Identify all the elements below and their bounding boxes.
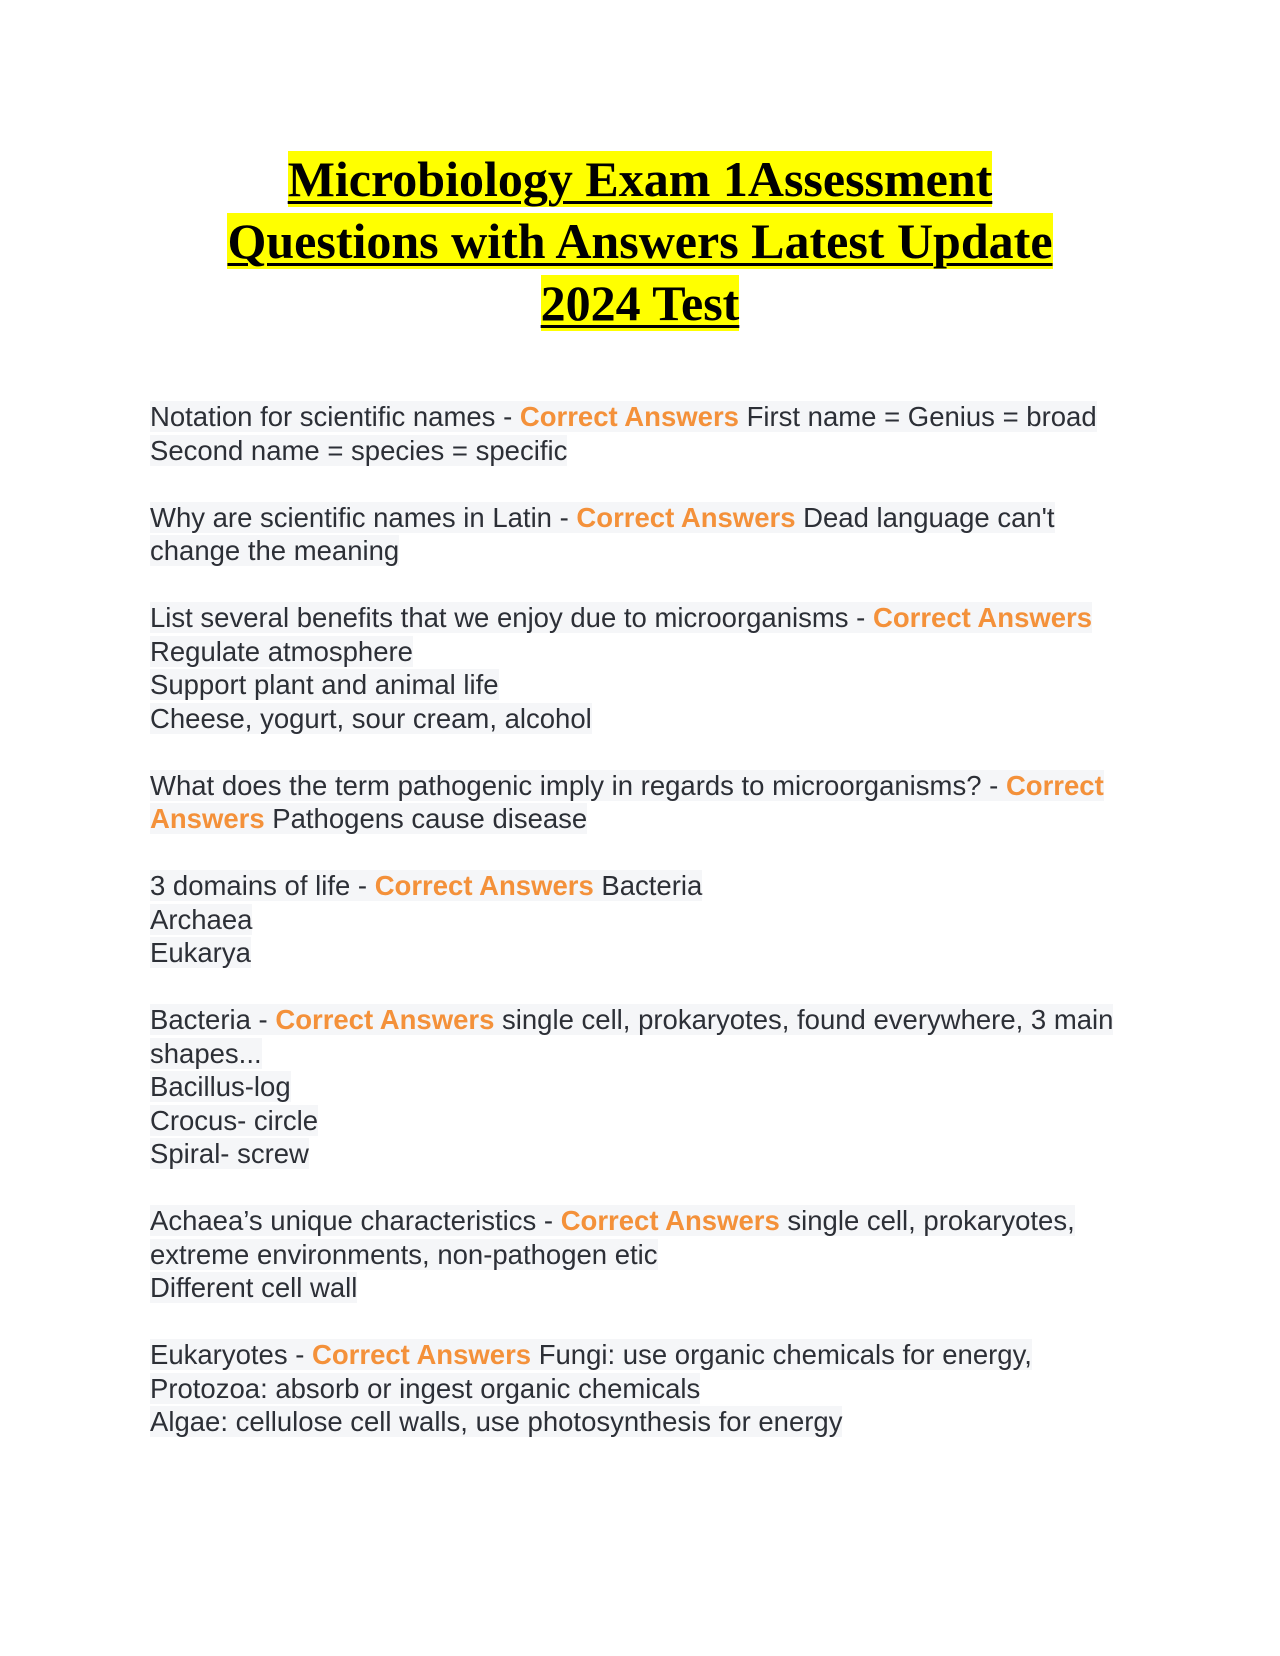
title-line-3: 2024 Test (540, 275, 740, 331)
qa-item-5 (150, 869, 1130, 970)
answer-text: Regulate atmosphere (150, 635, 413, 667)
answer-label: Correct Answers (312, 1339, 532, 1370)
qa-item-7 (150, 1204, 1130, 1305)
answer-line: Crocus- circle (150, 1104, 319, 1136)
answer-line: Support plant and animal life (150, 669, 499, 700)
question-text: Bacteria - (150, 1004, 276, 1035)
answer-label: Correct Answers (275, 1004, 495, 1035)
document-title (150, 148, 1130, 334)
answer-text: Bacteria (593, 870, 703, 901)
question-text: Why are scientific names in Latin - (150, 501, 577, 533)
question-text: Eukaryotes - (150, 1339, 313, 1370)
question-text: Achaea’s unique characteristics - (150, 1205, 561, 1236)
qa-item-3 (150, 601, 1130, 735)
title-line-2: Questions with Answers Latest Update (227, 213, 1053, 269)
qa-item-2 (150, 501, 1130, 568)
answer-text: single cell, prokaryotes, extreme environments, non-pathogen etic (150, 1205, 1075, 1270)
answer-label: Correct Answers (576, 501, 796, 533)
answer-line: Spiral- screw (150, 1138, 309, 1169)
qa-item-4 (150, 769, 1130, 836)
answer-line: Eukarya (150, 937, 251, 968)
answer-line: Protozoa: absorb or ingest organic chemicals (150, 1372, 701, 1404)
qa-item-6 (150, 1003, 1130, 1171)
question-text: Notation for scientific names - (150, 401, 520, 432)
answer-line: Cheese, yogurt, sour cream, alcohol (150, 702, 592, 734)
qa-item-8 (150, 1338, 1130, 1439)
answer-text: single cell, prokaryotes, found everywhere, 3 main shapes... (150, 1004, 1114, 1069)
answer-line: Different cell wall (150, 1272, 358, 1303)
answer-text: Dead language can't change the meaning (150, 501, 1055, 566)
answer-text: Fungi: use organic chemicals for energy, (531, 1339, 1032, 1370)
answer-label: Correct Answers (519, 401, 739, 432)
answer-line: Second name = species = specific (150, 434, 568, 466)
answer-line: Algae: cellulose cell walls, use photosynthesis for energy (150, 1406, 843, 1437)
question-text: What does the term pathogenic imply in regards to microorganisms? - (150, 769, 1006, 801)
qa-item-1 (150, 400, 1130, 467)
answer-label: Correct Answers (560, 1205, 780, 1236)
answer-line: Archaea (150, 903, 253, 935)
answer-text: First name = Genius = broad (738, 401, 1097, 432)
question-text: List several benefits that we enjoy due to microorganisms - (150, 602, 873, 633)
answer-label: Correct Answers (872, 602, 1093, 633)
qa-list (150, 400, 1130, 1472)
answer-line: Bacillus-log (150, 1071, 291, 1102)
question-text: 3 domains of life - (150, 870, 375, 901)
title-line-1: Microbiology Exam 1Assessment (287, 151, 993, 207)
answer-label: Correct Answers (150, 769, 1104, 834)
answer-label: Correct Answers (374, 870, 594, 901)
answer-text: Pathogens cause disease (264, 803, 588, 834)
